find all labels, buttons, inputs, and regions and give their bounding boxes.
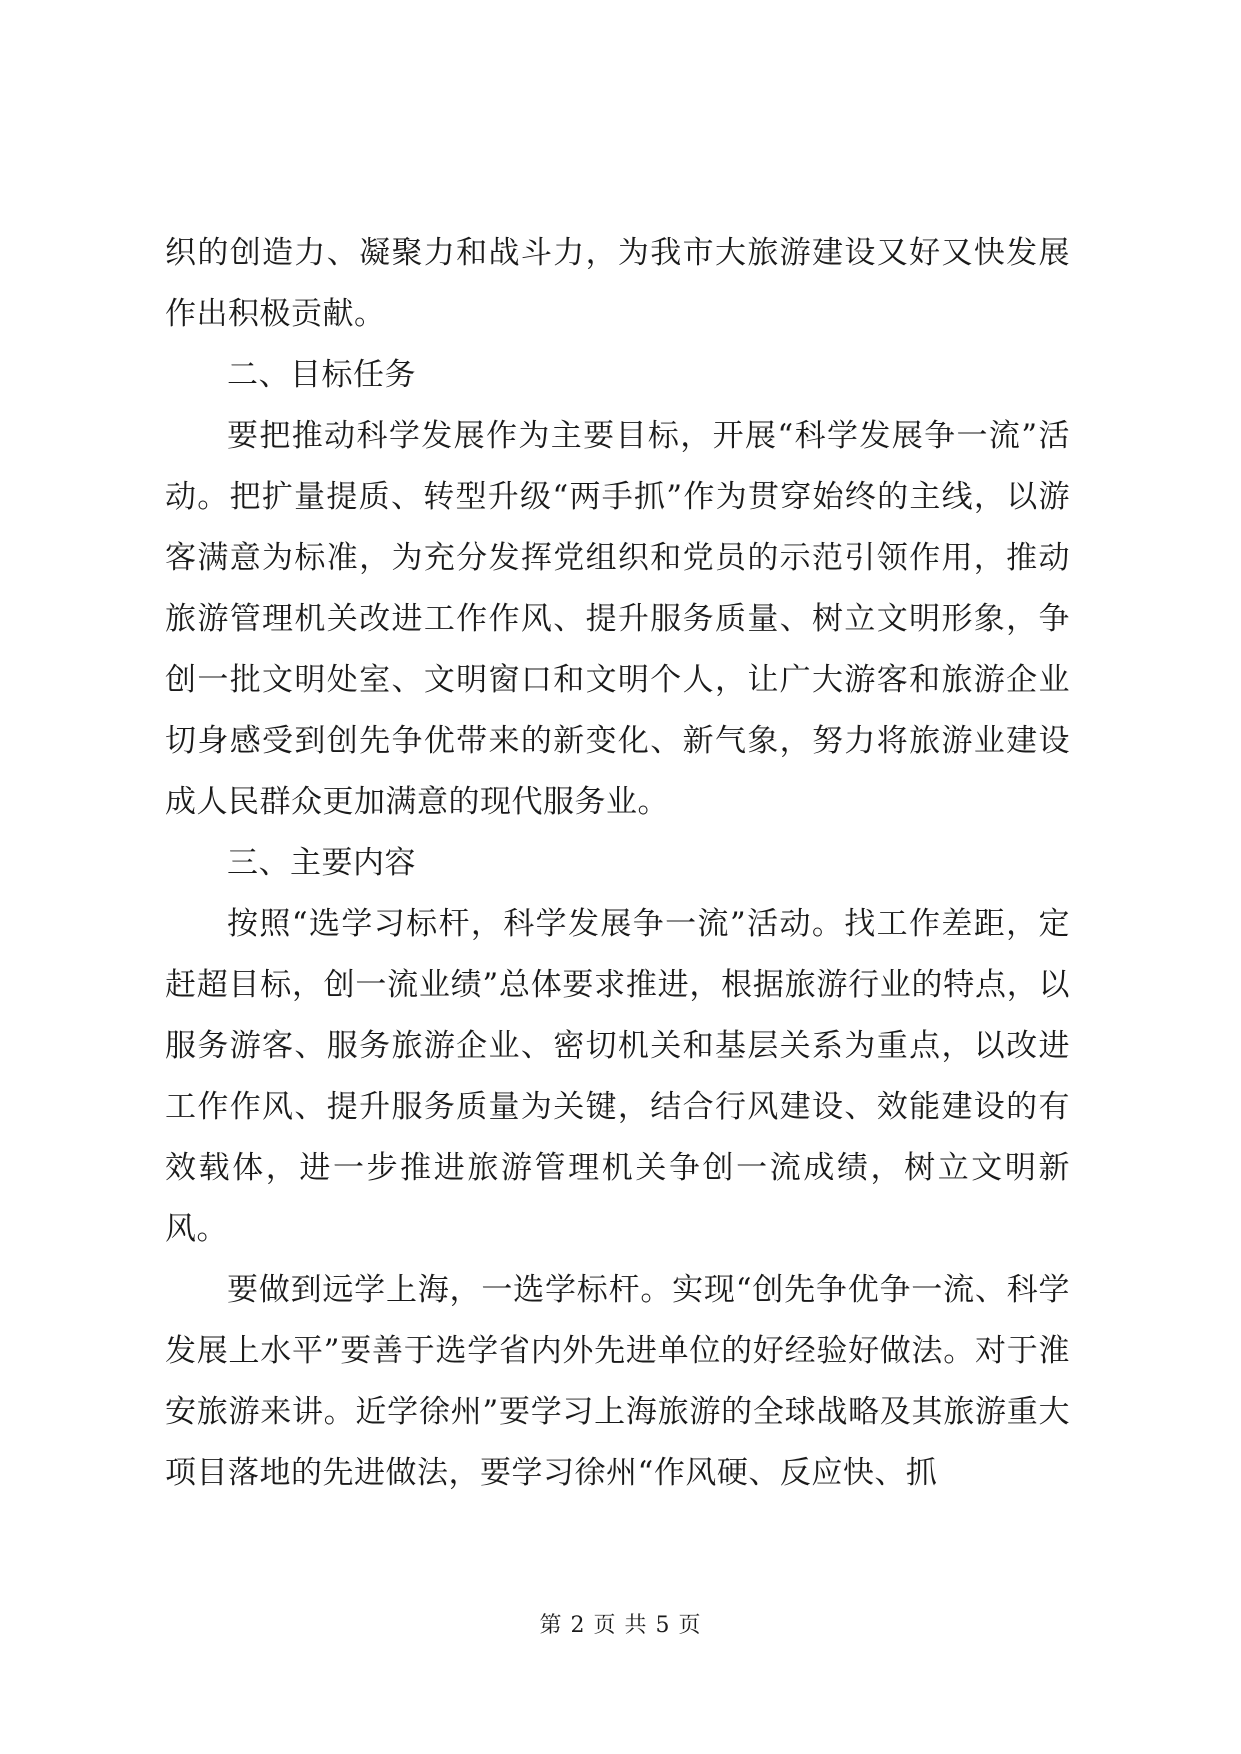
page-number-footer: 第 2 页 共 5 页 — [539, 1613, 702, 1638]
paragraph-content: 按照“选学习标杆，科学发展争一流”活动。找工作差距，定赶超目标，创一流业绩”总体要求推进，根据旅游行业的特点，以服务游客、服务旅游企业、密切机关和基层关系为重点，以改进工作作风、提升服务质量为关键，结合行风建设、效能建设的有效载体，进一步推进旅游管理机关争创一流成绩，树立文明新风。 — [165, 906, 1070, 1247]
section-heading-content: 三、主要内容 — [227, 845, 416, 881]
section-heading-objectives: 二、目标任务 — [227, 357, 416, 393]
paragraph-continuation: 织的创造力、凝聚力和战斗力，为我市大旅游建设又好又快发展作出积极贡献。 — [165, 235, 1070, 332]
paragraph-objectives: 要把推动科学发展作为主要目标，开展“科学发展争一流”活动。把扩量提质、转型升级“两手抓”作为贯穿始终的主线，以游客满意为标准，为充分发挥党组织和党员的示范引领作用，推动旅游管理机关改进工作作风、提升服务质量、树立文明形象，争创一批文明处室、文明窗口和文明个人，让广大游客和旅游企业切身感受到创先争优带来的新变化、新气象，努力将旅游业建设成人民群众更加满意的现代服务业。 — [165, 418, 1070, 820]
document-body — [165, 223, 1070, 1504]
paragraph-benchmark: 要做到远学上海，一选学标杆。实现“创先争优争一流、科学发展上水平”要善于选学省内外先进单位的好经验好做法。对于淮安旅游来讲。近学徐州”要学习上海旅游的全球战略及其旅游重大项目落地的先进做法，要学习徐州“作风硬、反应快、抓 — [165, 1272, 1070, 1491]
